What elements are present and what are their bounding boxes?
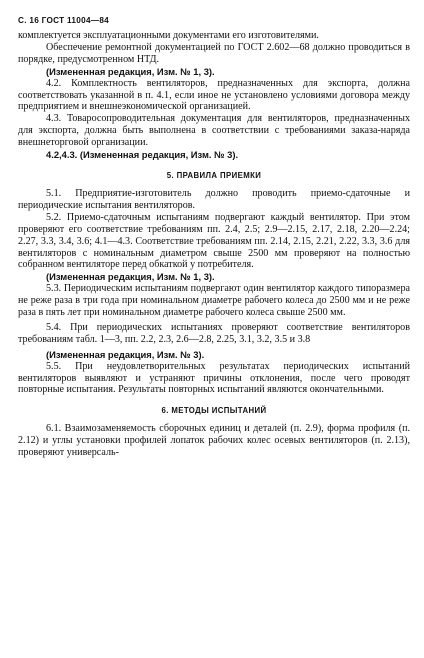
amendment-note-4-2-4-3: 4.2,4.3. (Измененная редакция, Изм. № 3). bbox=[46, 149, 239, 161]
paragraph-5-3: 5.3. Периодическим испытаниям подвергают один вентилятор каждого типоразмера не реже раза в три года при номинальном диаметре рабочего колеса до 2500 мм и не реже раза в пять лет при номинальном диаметре рабочего колеса свыше 2500 мм. bbox=[18, 283, 410, 319]
section-5-title: 5. ПРАВИЛА ПРИЕМКИ bbox=[166, 170, 262, 180]
amendment-note-5-4: (Измененная редакция, Изм. № 3). bbox=[46, 348, 205, 360]
section-6-title: 6. МЕТОДЫ ИСПЫТАНИЙ bbox=[161, 406, 267, 416]
amendment-note-5-2: (Измененная редакция, Изм. № 1, 3). bbox=[46, 271, 215, 283]
paragraph-5-2: 5.2. Приемо-сдаточным испытаниям подвергают каждый вентилятор. При этом проверяют его соответствие требованиям пп. 2.4, 2.5; 2.9—2.15, 2.17, 2.18, 2.20—2.24; 2.27, 3.3, 3.4, 3.6; 4.1—4.3. Соответствие требованиям пп. 2.14, 2.15, 2.21, 2.22, 3.3, 3.6 для вентиляторов с номинальным диаметром свыше 2500 мм проверяют на полностью собранном вентиляторе перед обкаткой у потребителя. bbox=[18, 211, 410, 271]
paragraph-4-3: 4.3. Товаросопроводительная документация для вентиляторов, предназначенных для экспорта, должна быть выполнена в соответствии с требованиями заказа-наряда внешнеторговой организации. bbox=[18, 113, 410, 149]
paragraph-5-5: 5.5. При неудовлетворительных результатах периодических испытаний вентиляторов выявляют и устраняют причины отклонения, после чего проводят повторные испытания. Результаты повторных испытаний являются окончательными. bbox=[18, 360, 410, 396]
paragraph-repair-docs: Обеспечение ремонтной документацией по ГОСТ 2.602—68 должно проводиться в порядке, предусмотренном НТД. bbox=[18, 41, 410, 65]
paragraph-4-2: 4.2. Комплектность вентиляторов, предназначенных для экспорта, должна соответствовать указанной в п. 4.1, если иное не установлено условиями договора между предприятием и внешнеэкономической организацией. bbox=[18, 77, 410, 113]
paragraph-6-1: 6.1. Взаимозаменяемость сборочных единиц и деталей (п. 2.9), форма профиля (п. 2.12) и углы установки профилей лопаток рабочих колес осевых вентиляторов (п. 2.13), проверяют универсаль- bbox=[18, 423, 410, 459]
page-header: С. 16 ГОСТ 11004—84 bbox=[18, 16, 110, 25]
paragraph-continuation: комплектуется эксплуатационными документами его изготовителями. bbox=[18, 30, 319, 41]
paragraph-5-1: 5.1. Предприятие-изготовитель должно проводить приемо-сдаточные и периодические испытания вентиляторов. bbox=[18, 187, 410, 211]
paragraph-5-4: 5.4. При периодических испытаниях проверяют соответствие вентиляторов требованиям табл. 1—3, пп. 2.2, 2.3, 2.6—2.8, 2.25, 3.1, 3.2, 3.5 и 3.8 bbox=[18, 321, 410, 345]
amendment-note: (Измененная редакция, Изм. № 1, 3). bbox=[46, 65, 215, 77]
